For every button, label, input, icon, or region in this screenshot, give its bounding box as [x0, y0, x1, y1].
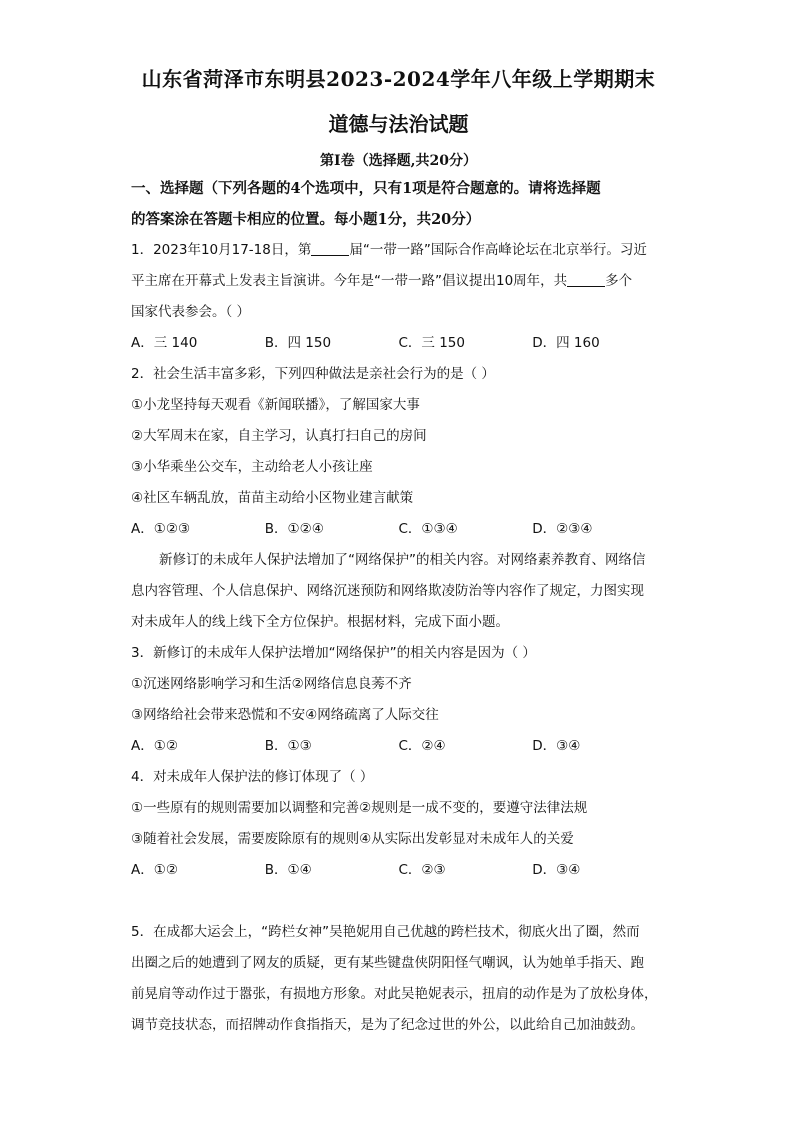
option-b: B．四 150 — [264, 335, 332, 351]
exam-subtitle: 道德与法治试题 — [328, 112, 469, 136]
material-line-2: 息内容管理、个人信息保护、网络沉迷预防和网络欺凌防治等内容作了规定，力图实现 — [131, 583, 644, 599]
question-2-item-3: ③小华乘坐公交车，主动给老人小孩让座 — [131, 459, 373, 475]
answer-blank — [567, 272, 605, 287]
spacer — [131, 886, 666, 917]
question-5-line-4: 调节竞技状态，而招牌动作食指指天，是为了纪念过世的外公，以此给自己加油鼓劲。 — [131, 1017, 644, 1033]
page-content — [131, 64, 666, 1041]
question-1-text-a: 1．2023年10月17-18日，第 — [131, 242, 312, 258]
exam-title: 山东省菏泽市东明县2023-2024学年八年级上学期期末 — [141, 67, 656, 91]
option-a: A．①② — [131, 738, 178, 754]
question-1-line-2 — [131, 266, 666, 297]
question-4-item-1: ①一些原有的规则需要加以调整和完善②规则是一成不变的，要遵守法律法规 — [131, 800, 588, 816]
question-3-item-2: ③网络给社会带来恐慌和不安④网络疏离了人际交往 — [131, 707, 439, 723]
volume-heading: 第Ⅰ卷（选择题,共20分） — [320, 153, 477, 169]
question-3-stem: 3．新修订的未成年人保护法增加“网络保护”的相关内容是因为（ ） — [131, 645, 536, 661]
section-line-1: 一、选择题（下列各题的4个选项中，只有1项是符合题意的。请将选择题 — [131, 180, 601, 197]
section-line-2: 的答案涂在答题卡相应的位置。每小题1分，共20分） — [131, 211, 481, 228]
question-2-options — [131, 514, 666, 545]
question-1-line-3: 国家代表参会。（ ） — [131, 304, 251, 320]
option-b: B．①④ — [264, 862, 312, 878]
question-4-stem: 4．对未成年人保护法的修订体现了（ ） — [131, 769, 374, 785]
question-5-line-3: 前晃肩等动作过于嚣张，有损地方形象。对此吴艳妮表示，扭肩的动作是为了放松身体， — [131, 986, 658, 1002]
option-d: D．③④ — [532, 862, 581, 878]
question-4-options — [131, 855, 666, 886]
question-4-item-2: ③随着社会发展，需要废除原有的规则④从实际出发彰显对未成年人的关爱 — [131, 831, 574, 847]
option-c: C．三 150 — [398, 335, 465, 351]
option-c: C．①③④ — [398, 521, 458, 537]
option-a: A．①② — [131, 862, 178, 878]
question-5-line-2: 出圈之后的她遭到了网友的质疑，更有某些键盘侠阴阳怪气嘲讽，认为她单手指天、跑 — [131, 955, 644, 971]
option-d: D．②③④ — [532, 521, 593, 537]
question-1-text-d: 多个 — [605, 273, 633, 289]
question-1 — [131, 235, 666, 359]
question-2-item-1: ①小龙坚持每天观看《新闻联播》，了解国家大事 — [131, 397, 420, 413]
option-a: A．①②③ — [131, 521, 191, 537]
question-3-options — [131, 731, 666, 762]
question-2-stem: 2．社会生活丰富多彩，下列四种做法是亲社会行为的是（ ） — [131, 366, 495, 382]
question-2 — [131, 359, 666, 545]
question-3 — [131, 638, 666, 762]
option-c: C．②④ — [398, 738, 446, 754]
option-b: B．①②④ — [264, 521, 324, 537]
option-c: C．②③ — [398, 862, 446, 878]
option-d: D．四 160 — [532, 335, 600, 351]
question-1-line-1 — [131, 235, 666, 266]
reading-material — [131, 545, 666, 638]
question-5-line-1: 5．在成都大运会上，“跨栏女神”吴艳妮用自己优越的跨栏技术，彻底火出了圈，然而 — [131, 924, 640, 940]
question-5 — [131, 917, 666, 1041]
question-2-item-4: ④社区车辆乱放，苗苗主动给小区物业建言献策 — [131, 490, 414, 506]
question-1-text-c: 平主席在开幕式上发表主旨演讲。今年是“一带一路”倡议提出10周年，共 — [131, 273, 568, 289]
section-heading — [131, 173, 666, 235]
material-line-1: 新修订的未成年人保护法增加了“网络保护”的相关内容。对网络素养教育、网络信 — [159, 552, 646, 568]
question-2-item-2: ②大军周末在家，自主学习，认真打扫自己的房间 — [131, 428, 427, 444]
answer-blank — [311, 241, 349, 256]
option-a: A．三 140 — [131, 335, 198, 351]
material-line-3: 对未成年人的线上线下全方位保护。根据材料，完成下面小题。 — [131, 614, 509, 630]
option-d: D．③④ — [532, 738, 581, 754]
question-4 — [131, 762, 666, 886]
question-1-text-b: 届“一带一路”国际合作高峰论坛在北京举行。习近 — [349, 242, 647, 258]
option-b: B．①③ — [264, 738, 312, 754]
question-3-item-1: ①沉迷网络影响学习和生活②网络信息良莠不齐 — [131, 676, 412, 692]
question-1-options — [131, 328, 666, 359]
